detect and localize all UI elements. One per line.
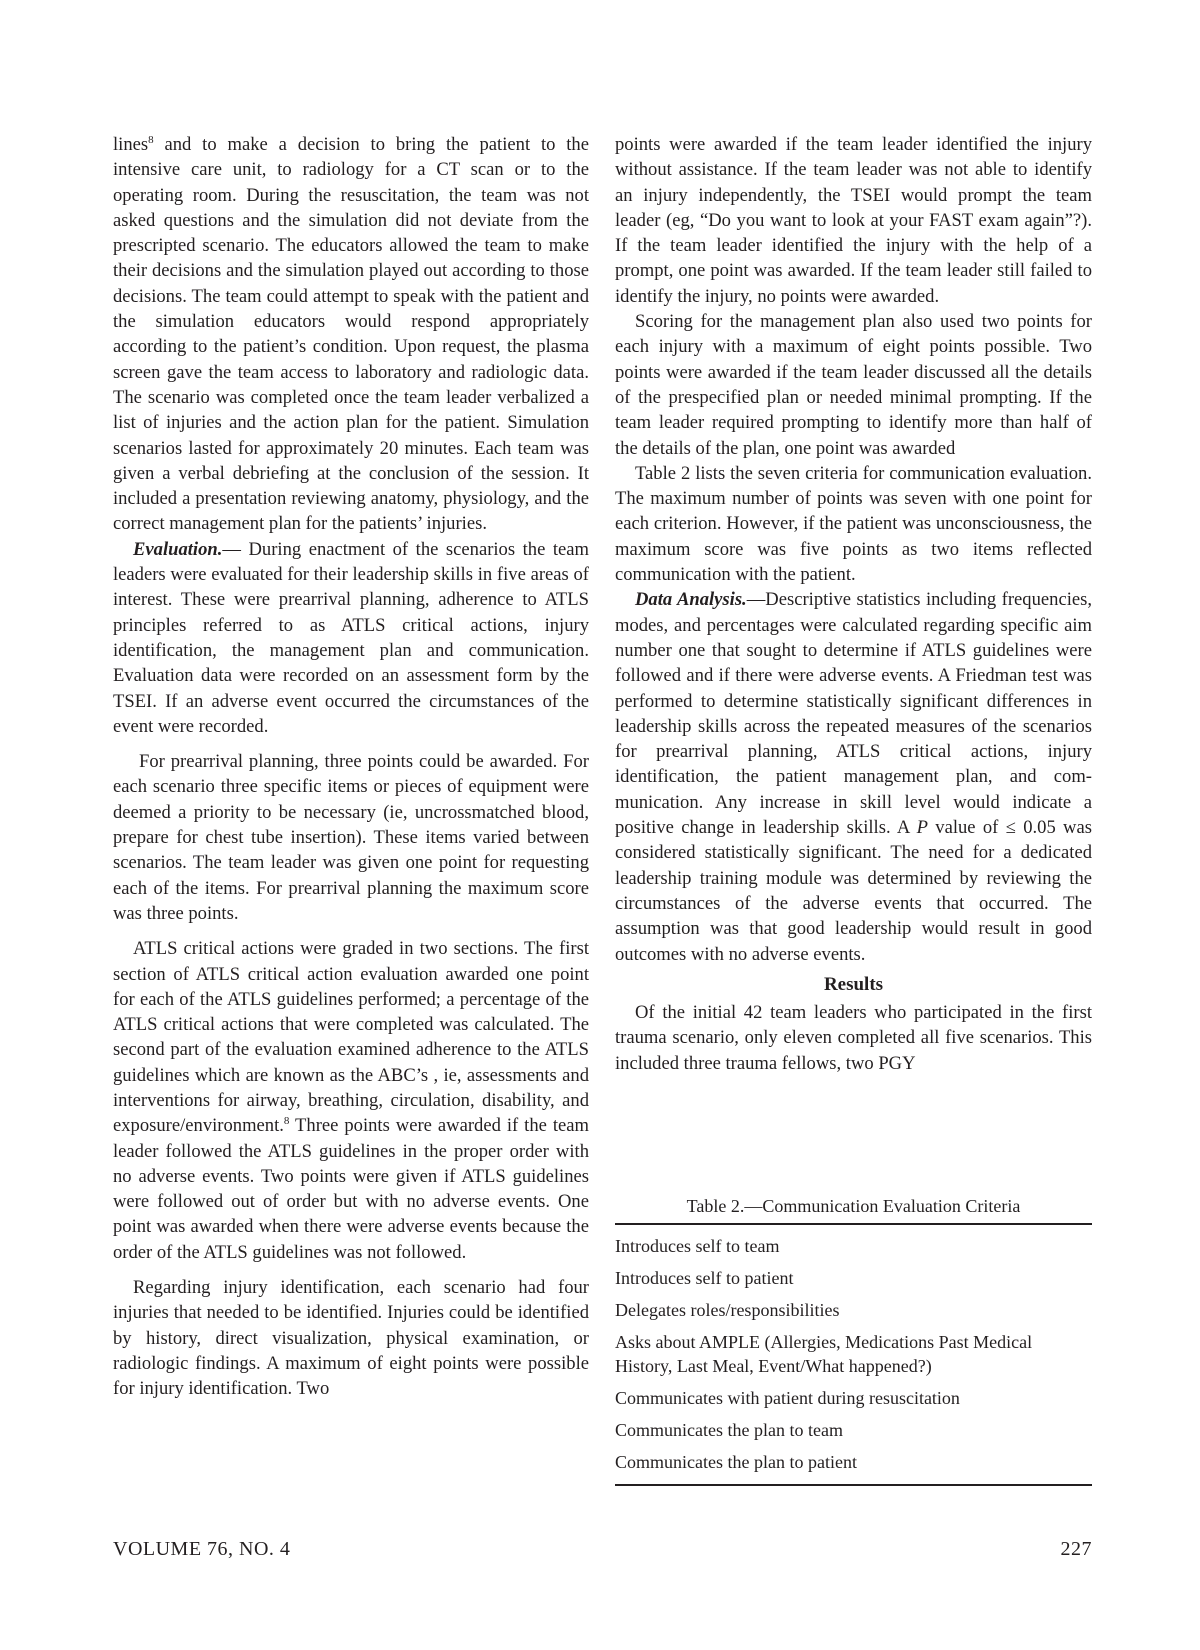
citation-superscript: 8 [148,133,154,146]
communication-criteria-table [615,1196,1092,1486]
page-number: 227 [1060,1538,1092,1560]
table-row: Introduces self to team [615,1236,780,1256]
table-row: Asks about AMPLE (Allergies, Medications Past Medical History, Last Meal, Event/What happened?) [615,1332,1033,1376]
paragraph-communication: Table 2 lists the seven criteria for communication evaluation. The maximum number of points was seven with one point for each criterion. However, if the patient was unconsciousness, the maximum score was five points as two items reflected communication with the patient. [615,462,1092,586]
table-row: Delegates roles/responsibilities [615,1300,840,1320]
table-caption: Table 2.—Communication Evaluation Criteria [615,1196,1092,1225]
table-body [615,1225,1092,1486]
paragraph-prearrival-planning: For prearrival planning, three points could be awarded. For each scenario three specific items or pieces of equipment were deemed a priority to be necessary (ie, uncrossmatched blood, prepare for chest tube insertion). These items varied between scenarios. The team leader was given one point for requesting each of the items. For prearrival planning the maximum score was three points. [113,751,589,924]
paragraph-evaluation: Evaluation.— During enactment of the scenarios the team leaders were evaluated for their leadership skills in five areas of interest. These were prearrival planning, adherence to ATLS principles referred to as ATLS critical actions, injury identification, the management plan and communication. Evaluation data were recorded on an assessment form by the TSEI. If an adverse event occurred the circumstances of the event were recorded. [113,538,589,737]
citation-superscript: 8 [283,1115,290,1128]
evaluation-run-in-heading: Evaluation. [133,538,223,560]
paragraph-atls-critical-actions: ATLS critical actions were graded in two sections. The first section of ATLS critical action evaluation awarded one point for each of the ATLS guidelines performed; a percentage of the ATLS critical actions that were completed was calculated. The second part of the evaluation examined adherence to the ATLS guidelines which are known as the ABC’s , ie, assessments and interventions for airway, breathing, circulation, disability, and exposure/environment.$^8$ Three points were awarded if the team leader followed the ATLS guidelines in the proper order with no adverse events. Two points were given if ATLS guidelines were followed out of order but with no adverse events. One point was awarded when there were adverse events because the order of the ATLS guidelines was not followed. [113,938,589,1263]
table-row: Communicates with patient during resuscitation [615,1388,960,1408]
paragraph-injury-scoring: points were awarded if the team leader identified the injury without assistance. If the team leader was not able to identify an injury independently, the TSEI would prompt the team leader (eg, “Do you want to look at your FAST exam again”?). If the team leader identified the injury with the help of a prompt, one point was awarded. If the team leader still failed to identify the injury, no points were awarded. [615,134,1092,307]
table-row: Communicates the plan to patient [615,1452,857,1472]
table-row: Introduces self to patient [615,1268,794,1288]
paragraph-injury-identification: Regarding injury identification, each scenario had four injuries that needed to be identified. Injuries could be identified by history, direct visualization, physical examination, or radiologic findings. A maximum of eight points were possible for injury identification. Two [113,1277,589,1400]
paragraph-data-analysis: Data Analysis.—Descriptive statistics including frequencies, modes, and percentages were calculated regarding specific aim number one that sought to determine if ATLS guidelines were followed and if there were adverse events. A Friedman test was performed to determine statistically significant differences in leadership skills across the repeated measures of the scenarios for prearrival planning, ATLS critical actions, injury identification, the patient management plan, and communication. Any increase in skill level would indicate a positive change in leadership skills. A P value of ≤ 0.05 was considered statistically significant. The need for a dedicated leadership training module was determined by reviewing the circumstances of the adverse events that occurred. The assumption was that good leadership would result in good outcomes with no adverse events. [615,589,1092,965]
paragraph-management-plan: Scoring for the management plan also used two points for each injury with a maximum of eight points possible. Two points were awarded if the team leader discussed all the details of the prespecified plan or needed minimal prompting. If the team leader required prompting to identify more than half of the details of the plan, one point was awarded [615,311,1092,459]
table-row: Communicates the plan to team [615,1420,843,1440]
paragraph-results: Of the initial 42 team leaders who participated in the first trauma scenario, only eleven completed all five scenarios. This included three trauma fellows, two PGY [615,1002,1092,1074]
results-heading: Results [823,973,884,995]
data-analysis-run-in-heading: Data Analysis. [635,589,747,611]
right-column [615,132,1092,1076]
footer-volume: VOLUME 76, NO. 4 [113,1538,291,1560]
left-column [113,132,589,1402]
paragraph-methods-continued: lines$^8$ and to make a decision to bring the patient to the intensive care unit, to radiology for a CT scan or to the operating room. During the resuscitation, the team was not asked questions and the simulation did not deviate from the prescripted scenario. The educators allowed the team to make their decisions and the simulation played out according to those decisions. The team could attempt to speak with the patient and the simulation educators would respond appropriately according to the patient’s condition. Upon request, the plasma screen gave the team access to laboratory and radiologic data. The scenario was completed once the team leader verbalized a list of injuries and the action plan for the patient. Simulation scenarios lasted for approximately 20 minutes. Each team was given a verbal debriefing at the conclusion of the session. It included a presentation reviewing anatomy, physiology, and the correct management plan for the patients’ injuries. [113,133,589,535]
